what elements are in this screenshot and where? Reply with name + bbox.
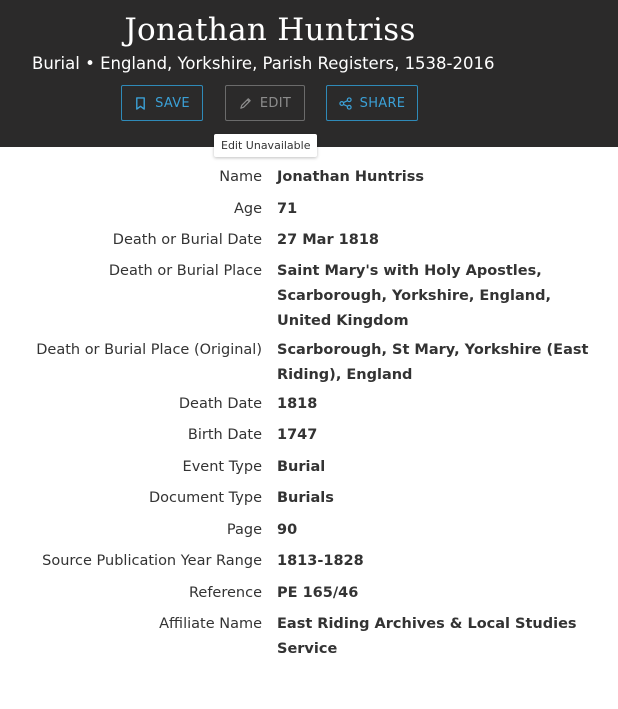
detail-value: 1813-1828	[277, 553, 364, 569]
detail-value: East Riding Archives & Local Studies Service	[277, 616, 577, 657]
record-header	[0, 0, 618, 147]
detail-value: 90	[277, 522, 298, 538]
detail-label: Name	[219, 169, 262, 185]
save-button[interactable]	[121, 85, 203, 121]
detail-label: Death or Burial Place	[108, 263, 262, 279]
detail-value: Jonathan Huntriss	[277, 169, 424, 185]
detail-value: 1747	[277, 427, 318, 443]
detail-value: 71	[277, 201, 298, 217]
share-icon	[339, 97, 352, 110]
record-subtitle: Burial • England, Yorkshire, Parish Registers, 1538-2016	[32, 54, 495, 73]
pencil-icon	[239, 97, 252, 110]
detail-value: Burial	[277, 459, 326, 475]
detail-label: Death or Burial Place (Original)	[36, 342, 262, 358]
share-button[interactable]	[326, 85, 418, 121]
detail-label: Death Date	[178, 396, 262, 412]
detail-value: 1818	[277, 396, 318, 412]
page-title: Jonathan Huntriss	[124, 12, 416, 48]
detail-value: PE 165/46	[277, 585, 359, 601]
detail-label: Birth Date	[187, 427, 262, 443]
detail-value: Saint Mary's with Holy Apostles, Scarborough, Yorkshire, England, United Kingdom	[277, 263, 551, 329]
detail-value: Burials	[277, 490, 334, 506]
detail-label: Document Type	[148, 490, 262, 506]
detail-value: 27 Mar 1818	[277, 232, 379, 248]
detail-label: Age	[233, 201, 262, 217]
detail-label: Reference	[188, 585, 262, 601]
bookmark-icon	[134, 97, 147, 110]
detail-label: Event Type	[182, 459, 262, 475]
detail-label: Affiliate Name	[159, 616, 262, 632]
save-button-label: SAVE	[155, 95, 190, 111]
edit-button-label: EDIT	[259, 95, 292, 111]
detail-label: Source Publication Year Range	[42, 553, 262, 569]
detail-value: Scarborough, St Mary, Yorkshire (East Riding), England	[277, 342, 589, 383]
edit-button[interactable]	[225, 85, 305, 121]
detail-label: Page	[226, 522, 262, 538]
detail-label: Death or Burial Date	[112, 232, 262, 248]
share-button-label: SHARE	[359, 95, 406, 111]
edit-unavailable-tooltip: Edit Unavailable	[214, 134, 317, 157]
